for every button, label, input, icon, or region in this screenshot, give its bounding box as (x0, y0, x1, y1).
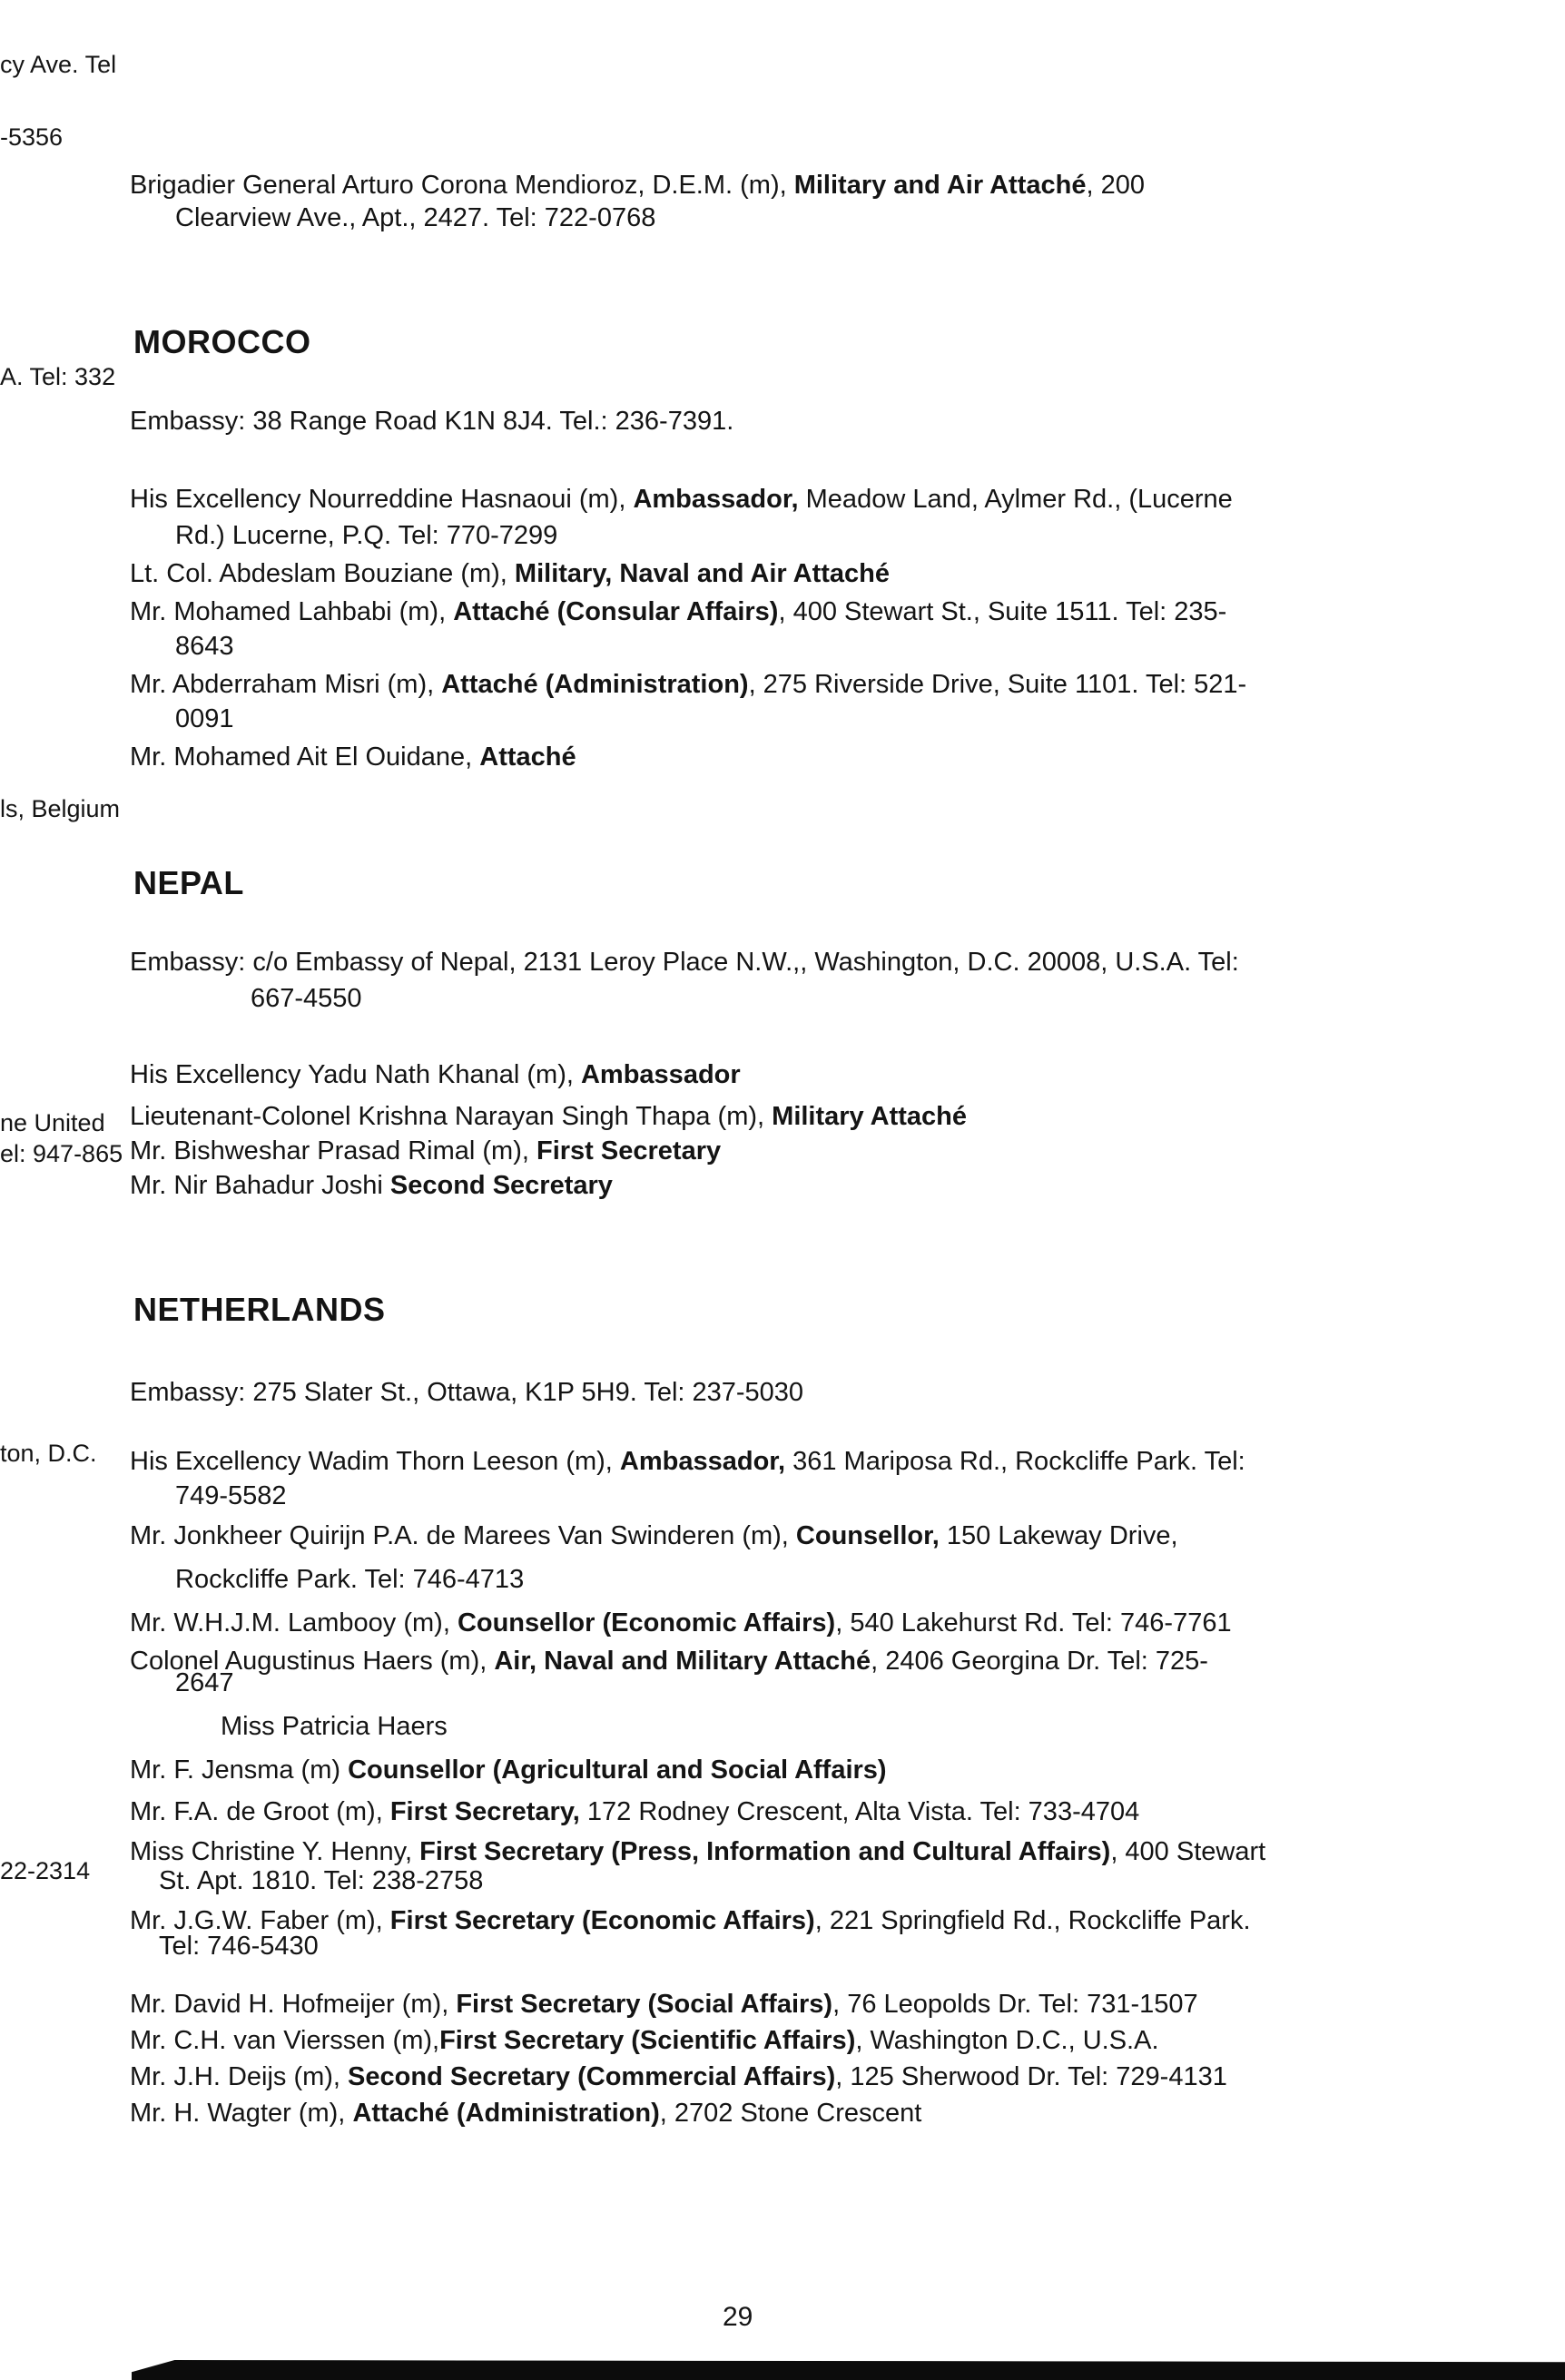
entry-address: 361 Mariposa Rd., Rockcliffe Park. Tel: (785, 1447, 1245, 1476)
entry-title: Ambassador, (633, 485, 799, 514)
entry-title: Attaché (Administration) (441, 670, 749, 699)
scan-edge-bar (132, 2360, 1565, 2380)
margin-fragment: cy Ave. Tel (0, 51, 117, 78)
nepal-entry (130, 1136, 721, 1166)
entry-name: Mr. Nir Bahadur Joshi (130, 1171, 390, 1200)
entry-name: Mr. J.H. Deijs (m), (130, 2062, 349, 2091)
entry-name: Mr. F.A. de Groot (m), (130, 1797, 390, 1826)
netherlands-entry (130, 1755, 887, 1785)
margin-fragment: el: 947-865 (0, 1140, 123, 1167)
entry-address: , 400 Stewart St., Suite 1511. Tel: 235- (778, 597, 1227, 626)
embassy-label: Embassy: (130, 948, 246, 977)
entry-title: Ambassador (580, 1060, 741, 1089)
netherlands-entry (130, 2062, 1227, 2092)
entry-continuation: St. Apt. 1810. Tel: 238-2758 (159, 1866, 484, 1895)
entry-name: Mr. David H. Hofmeijer (m), (130, 1990, 457, 2019)
morocco-entry (130, 597, 1226, 627)
entry-name: Mr. C.H. van Vierssen (m), (130, 2026, 440, 2055)
entry-address: Meadow Land, Aylmer Rd., (Lucerne (798, 485, 1233, 514)
margin-fragment: -5356 (0, 123, 64, 151)
entry-continuation: 2647 (175, 1668, 234, 1697)
embassy-text: c/o Embassy of Nepal, 2131 Leroy Place N.W.,, Washington, D.C. 20008, U.S.A. Tel: (252, 948, 1239, 977)
entry-title: Second Secretary (389, 1171, 613, 1200)
morocco-entry (130, 670, 1246, 700)
entry-title: Counsellor (Economic Affairs) (457, 1608, 836, 1637)
entry-name: Mr. Mohamed Lahbabi (m), (130, 597, 454, 626)
entry-name: Mr. H. Wagter (m), (130, 2099, 353, 2128)
entry-name: His Excellency Wadim Thorn Leeson (m), (130, 1447, 620, 1476)
entry-title: Military, Naval and Air Attaché (514, 559, 891, 588)
entry-address: 150 Lakeway Drive, (939, 1521, 1178, 1550)
entry-title: Military Attaché (772, 1102, 968, 1131)
entry-title: Ambassador, (619, 1447, 786, 1476)
entry-name: Mr. Abderraham Misri (m), (130, 670, 442, 699)
entry-continuation: 749-5582 (175, 1481, 287, 1510)
entry-address: , 275 Riverside Drive, Suite 1101. Tel: 521- (748, 670, 1247, 699)
entry-title: Attaché (Administration) (352, 2099, 660, 2128)
entry-continuation: Rockcliffe Park. Tel: 746-4713 (175, 1565, 525, 1594)
morocco-entry (130, 559, 890, 589)
netherlands-entry (130, 1447, 1245, 1477)
entry-title: First Secretary (Scientific Affairs) (439, 2026, 856, 2055)
netherlands-entry (130, 1797, 1139, 1827)
entry-continuation: 667-4550 (251, 984, 362, 1013)
entry-name: Lt. Col. Abdeslam Bouziane (m), (130, 559, 515, 588)
margin-fragment: ne United (0, 1109, 105, 1136)
entry-title: First Secretary, (389, 1797, 580, 1826)
entry-continuation: 8643 (175, 632, 234, 661)
embassy-address (130, 948, 1239, 978)
mexico-entry (130, 171, 1145, 201)
entry-title: Counsellor, (795, 1521, 940, 1550)
netherlands-entry (130, 2026, 1159, 2056)
entry-continuation: Rd.) Lucerne, P.Q. Tel: 770-7299 (175, 521, 558, 550)
entry-title: First Secretary (Economic Affairs) (389, 1906, 815, 1935)
nepal-entry (130, 1102, 967, 1132)
entry-title: First Secretary (536, 1136, 722, 1165)
entry-continuation: 0091 (175, 704, 234, 733)
entry-title: First Secretary (Press, Information and Cultural Affairs) (419, 1837, 1111, 1866)
entry-name: Brigadier General Arturo Corona Mendioroz, D.E.M. (m), (130, 171, 794, 200)
margin-fragment: ls, Belgium (0, 795, 121, 822)
page-number: 29 (723, 2302, 753, 2332)
entry-continuation: Clearview Ave., Apt., 2427. Tel: 722-0768 (175, 203, 656, 232)
entry-title: First Secretary (Social Affairs) (456, 1990, 833, 2019)
entry-address: , Washington D.C., U.S.A. (855, 2026, 1159, 2055)
entry-title: Attaché (479, 743, 576, 772)
netherlands-entry (130, 2099, 921, 2129)
morocco-entry (130, 743, 576, 772)
margin-fragment: ton, D.C. (0, 1440, 97, 1467)
netherlands-entry (130, 1521, 1178, 1551)
netherlands-entry (130, 1608, 1232, 1638)
entry-title: Second Secretary (Commercial Affairs) (348, 2062, 836, 2091)
country-heading-morocco: MOROCCO (133, 323, 311, 360)
entry-address: , 2702 Stone Crescent (659, 2099, 922, 2128)
entry-address: , 2406 Georgina Dr. Tel: 725- (871, 1647, 1208, 1676)
netherlands-entry (130, 1647, 1208, 1677)
spouse-line: Miss Patricia Haers (221, 1712, 448, 1741)
country-heading-nepal: NEPAL (133, 864, 244, 901)
margin-fragment: A. Tel: 332 (0, 363, 116, 390)
entry-title: Military and Air Attaché (793, 171, 1087, 200)
entry-name: Mr. Jonkheer Quirijn P.A. de Marees Van Swinderen (m), (130, 1521, 796, 1550)
entry-name: Colonel Augustinus Haers (m), (130, 1647, 495, 1676)
embassy-address: Embassy: 275 Slater St., Ottawa, K1P 5H9. Tel: 237-5030 (130, 1378, 804, 1407)
nepal-entry (130, 1171, 613, 1201)
nepal-entry (130, 1060, 741, 1090)
entry-title: Air, Naval and Military Attaché (494, 1647, 871, 1676)
morocco-entry (130, 485, 1233, 515)
entry-address: , 76 Leopolds Dr. Tel: 731-1507 (832, 1990, 1198, 2019)
entry-address: 172 Rodney Crescent, Alta Vista. Tel: 733-4704 (579, 1797, 1140, 1826)
entry-name: Lieutenant-Colonel Krishna Narayan Singh Thapa (m), (130, 1102, 773, 1131)
entry-address: , 400 Stewart (1110, 1837, 1266, 1866)
entry-name: His Excellency Yadu Nath Khanal (m), (130, 1060, 581, 1089)
entry-title: Counsellor (Agricultural and Social Affairs) (348, 1755, 887, 1785)
entry-name: Mr. W.H.J.M. Lambooy (m), (130, 1608, 458, 1637)
country-heading-netherlands: NETHERLANDS (133, 1291, 386, 1328)
entry-address: , 540 Lakehurst Rd. Tel: 746-7761 (835, 1608, 1232, 1637)
entry-name: Mr. Bishweshar Prasad Rimal (m), (130, 1136, 536, 1165)
entry-address: , 125 Sherwood Dr. Tel: 729-4131 (835, 2062, 1227, 2091)
entry-name: Mr. Mohamed Ait El Ouidane, (130, 743, 480, 772)
netherlands-entry (130, 1837, 1265, 1867)
embassy-address: Embassy: 38 Range Road K1N 8J4. Tel.: 236-7391. (130, 407, 734, 436)
netherlands-entry (130, 1990, 1198, 2020)
entry-continuation: Tel: 746-5430 (159, 1932, 319, 1961)
entry-address: , 221 Springfield Rd., Rockcliffe Park. (814, 1906, 1251, 1935)
entry-name: Mr. F. Jensma (m) (130, 1755, 349, 1785)
margin-fragment: 22-2314 (0, 1857, 91, 1884)
entry-name: Mr. J.G.W. Faber (m), (130, 1906, 390, 1935)
entry-name: His Excellency Nourreddine Hasnaoui (m), (130, 485, 634, 514)
entry-title: Attaché (Consular Affairs) (453, 597, 779, 626)
entry-address: , 200 (1086, 171, 1145, 200)
entry-name: Miss Christine Y. Henny, (130, 1837, 420, 1866)
